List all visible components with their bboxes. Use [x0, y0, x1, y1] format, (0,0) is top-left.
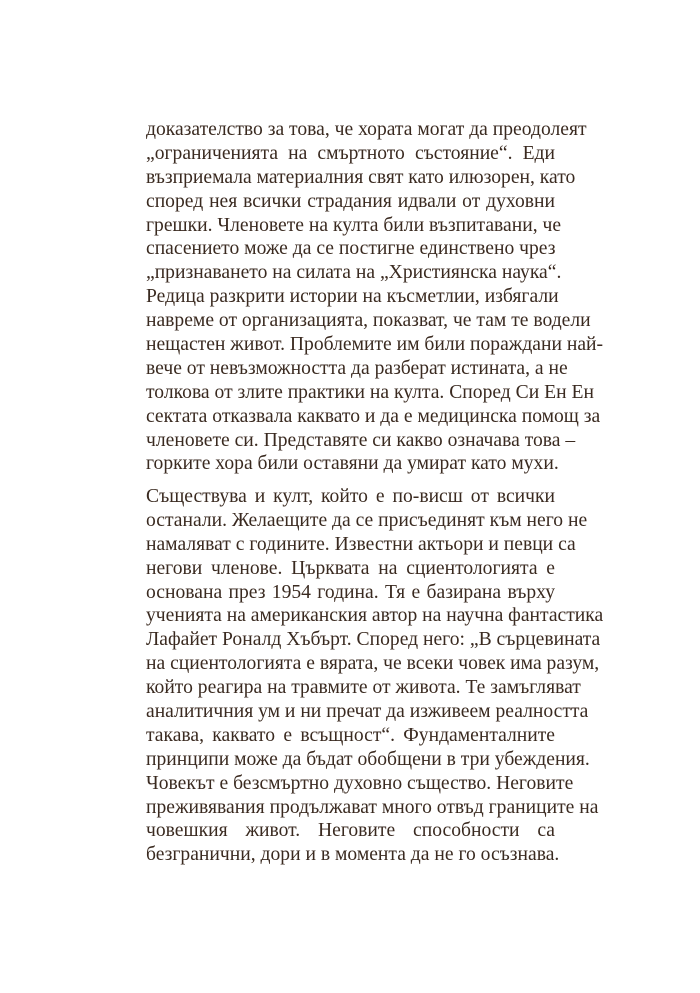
text-line: според нея всички страдания идвали от духовни: [146, 190, 555, 212]
text-line: сектата отказвала каквато и да е медицинска помощ за: [146, 405, 601, 427]
text-line: „ограниченията на смъртното състояние“. Еди: [146, 142, 555, 164]
text-line: негови членове. Църквата на сциентологията е: [146, 557, 555, 579]
text-line: вече от невъзможността да разберат истината, а не: [146, 357, 568, 379]
text-line: „признаването на силата на „Християнска наука“.: [146, 262, 562, 284]
text-line: намаляват с годините. Известни актьори и певци са: [146, 533, 576, 555]
text-line: аналитичния ум и ни пречат да изживеем реалността: [146, 701, 589, 723]
text-line: човешкия живот. Неговите способности са: [146, 820, 555, 842]
text-line: Редица разкрити истории на късметлии, избягали: [146, 286, 559, 308]
text-line: възприемала материалния свят като илюзорен, като: [146, 166, 576, 188]
text-line: такава, каквато е всъщност“. Фундаменталните: [146, 724, 555, 746]
text-line: който реагира на травмите от живота. Те замъгляват: [146, 677, 581, 699]
text-line: на сциентологията е вярата, че всеки човек има разум,: [146, 653, 600, 675]
text-line: преживявания продължават много отвъд границите на: [146, 796, 599, 818]
text-line: принципи може да бъдат обобщени в три убеждения.: [146, 748, 590, 770]
text-line: основана през 1954 година. Тя е базирана върху: [146, 581, 555, 603]
text-line: Човекът е безсмъртно духовно същество. Неговите: [146, 772, 574, 794]
text-line: толкова от злите практики на култа. Според Си Ен Ен: [146, 381, 594, 403]
text-line: горките хора били оставяни да умират като мухи.: [146, 453, 559, 475]
paragraph-scientology: [146, 485, 604, 867]
paragraph-cults-christian-science: [146, 118, 604, 476]
text-line: спасението може да се постигне единствено чрез: [146, 238, 556, 260]
text-line: грешки. Членовете на култа били възпитавани, че: [146, 214, 562, 236]
text-line: безгранични, дори и в момента да не го осъзнава.: [146, 844, 560, 866]
text-line: доказателство за това, че хората могат да преодолеят: [146, 119, 587, 140]
text-line: Лафайет Роналд Хъбърт. Според него: „В сърцевината: [146, 629, 601, 651]
text-line: навреме от организацията, показват, че там те водели: [146, 310, 591, 332]
text-line: останали. Желаещите да се присъединят към него не: [146, 509, 588, 531]
text-line: Съществува и култ, който е по-висш от всички: [146, 486, 555, 507]
text-line: ученията на американския автор на научна фантастика: [146, 605, 604, 627]
text-line: членовете си. Представяте си какво означава това –: [146, 429, 576, 451]
text-line: нещастен живот. Проблемите им били пораждани най-: [146, 334, 604, 356]
